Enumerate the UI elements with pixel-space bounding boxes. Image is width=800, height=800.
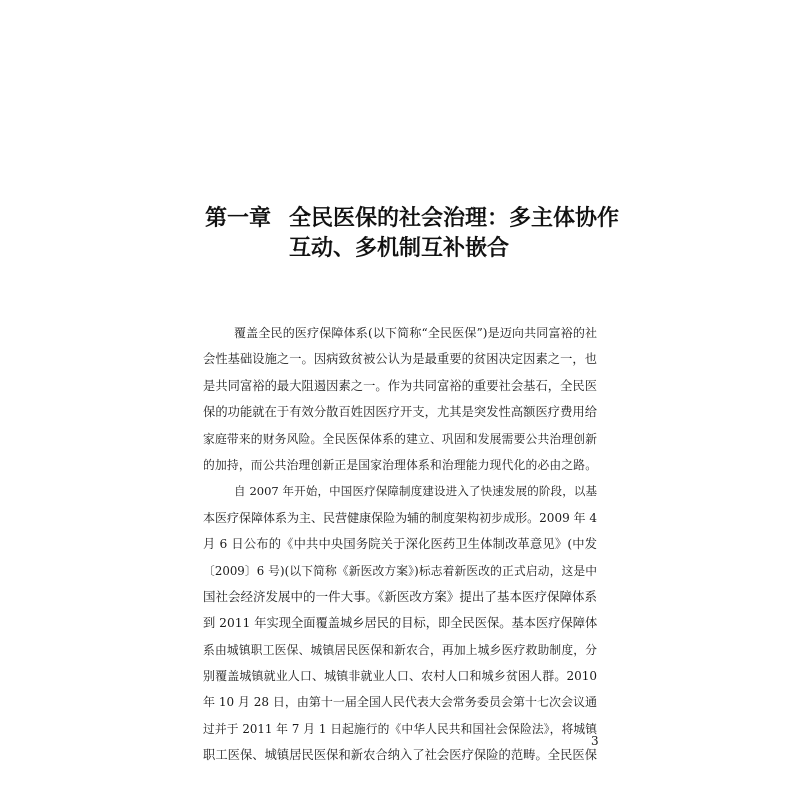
- chapter-title-line-1: 全民医保的社会治理：多主体协作: [289, 205, 620, 231]
- text-line: 自 2007 年开始，中国医疗保障制度建设进入了快速发展的阶段，以基: [234, 484, 597, 499]
- text-line: 覆盖全民的医疗保障体系(以下简称“全民医保”)是迈向共同富裕的社: [234, 326, 597, 340]
- text-line: 保的功能就在于有效分散百姓因医疗开支，尤其是突发性高额医疗费用给: [203, 405, 597, 420]
- text-line: 过并于 2011 年 7 月 1 日起施行的《中华人民共和国社会保险法》，将城镇: [203, 721, 597, 736]
- text-line: 别覆盖城镇就业人口、城镇非就业人口、农村人口和城乡贫困人群。2010: [203, 669, 597, 684]
- text-line: 是共同富裕的最大阻遏因素之一。作为共同富裕的重要社会基石，全民医: [203, 378, 597, 393]
- chapter-title-line-2: 互动、多机制互补嵌合: [289, 235, 510, 261]
- text-line: 国社会经济发展中的一件大事。《新医改方案》提出了基本医疗保障体系: [203, 588, 597, 604]
- text-line: 的加持，而公共治理创新正是国家治理体系和治理能力现代化的必由之路。: [203, 457, 597, 472]
- paragraph: [203, 320, 597, 478]
- text-line: 职工医保、城镇居民医保和新农合纳入了社会医疗保险的范畴。全民医保: [203, 748, 597, 763]
- text-line: 年 10 月 28 日，由第十一届全国人民代表大会常务委员会第十七次会议通: [203, 695, 597, 710]
- paragraph: [203, 478, 597, 768]
- text-line: 会性基础设施之一。因病致贫被公认为是最重要的贫困决定因素之一，也: [203, 352, 597, 367]
- chapter-label: 第一章: [205, 205, 272, 231]
- text-line: 家庭带来的财务风险。全民医保体系的建立、巩固和发展需要公共治理创新: [203, 431, 597, 446]
- text-line: 本医疗保障体系为主、民营健康保险为辅的制度架构初步成形。2009 年 4: [203, 510, 597, 525]
- body-text: [203, 320, 597, 769]
- text-line: 到 2011 年实现全面覆盖城乡居民的目标，即全民医保。基本医疗保障体: [203, 616, 598, 631]
- text-line: 月 6 日公布的《中共中央国务院关于深化医药卫生体制改革意见》(中发: [203, 537, 597, 552]
- page-number: 3: [591, 734, 599, 748]
- text-line: 〔2009〕6 号)(以下简称《新医改方案》)标志着新医改的正式启动，这是中: [203, 563, 597, 578]
- text-line: 系由城镇职工医保、城镇居民医保和新农合，再加上城乡医疗救助制度，分: [203, 642, 597, 657]
